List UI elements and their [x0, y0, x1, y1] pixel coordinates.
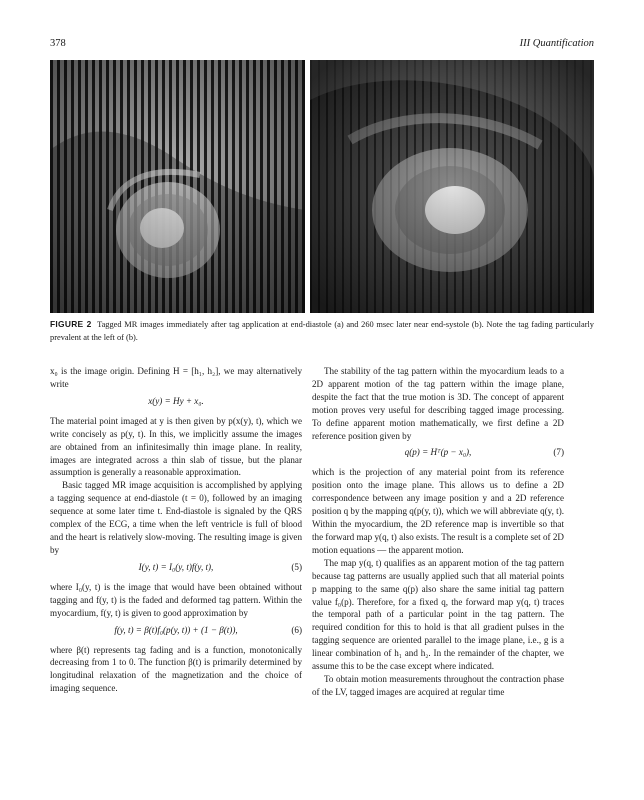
- equation-7: [312, 444, 564, 462]
- section-title: III Quantification: [519, 38, 594, 49]
- page-header: [50, 38, 594, 52]
- left-column: [50, 365, 302, 695]
- paragraph: x₀ is the image origin. Defining H = [h₁, h₂], we may alternatively write: [50, 366, 302, 389]
- paragraph: The stability of the tag pattern within the myocardium leads to a 2D apparent motion of the tag pattern within the image plane, despite the fact that the true motion is 3D. The concept of apparent motion proves very useful for describing tagged image processing. To define apparent motion mathematically, we first define a 2D reference position given by: [312, 366, 564, 441]
- equation-number: (6): [291, 624, 302, 635]
- paragraph: which is the projection of any material point from its reference position onto the image plane. This allows us to define a 2D correspondence between any image position y and a 2D reference position q by the mapping q(p(y, t)), which we will abbreviate q(y, t). Within the myocardium, the 2D reference map is invertible so that the forward map y(q, t) also exists. The result is a complete set of 2D motion equations — the apparent motion.: [312, 467, 564, 555]
- equation-4: [50, 393, 302, 411]
- equation-body: x(y) = Hy + x₀.: [148, 395, 204, 406]
- figure-caption: [50, 318, 594, 344]
- equation-number: (7): [553, 447, 564, 458]
- paragraph: The material point imaged at y is then given by p(x(y), t), which we write concisely as p(y, t). In this, we implicitly assume the images are obtained from an infinitesimally thin image plane. In reality, images are integrated across a thin slab of tissue, but the planar assumption is generally a reasonable approximation.: [50, 415, 302, 478]
- figure-panel-a: [50, 60, 305, 313]
- right-column: [312, 365, 564, 699]
- figure-2: [50, 60, 594, 313]
- caption-label: FIGURE 2: [50, 319, 92, 329]
- equation-body: I(y, t) = I₀(y, t)f(y, t),: [138, 561, 214, 572]
- equation-body: f(y, t) = β(t)f₀(p(y, t)) + (1 − β(t)),: [114, 624, 238, 635]
- paragraph: The map y(q, t) qualifies as an apparent motion of the tag pattern because tag patterns are usually applied such that all material points p mapping to the same q(p) also share the same initial tag pattern value f₀(p). Therefore, for a fixed q, the forward map y(q, t) traces the temporal path of a particular point in the tag pattern. The required condition for this to hold is that all gradient pulses in the tagging sequence are oriented parallel to the image plane, i.e., g is a linear combination of h₁ and h₂. In the remainder of the chapter, we assume this to be the case except where indicated.: [312, 557, 564, 672]
- paragraph: To obtain motion measurements throughout the contraction phase of the LV, tagged images are acquired at regular time: [312, 673, 564, 697]
- tagged-mr-image-end-diastole: [50, 60, 305, 313]
- equation-number: (5): [291, 561, 302, 572]
- paragraph: where I₀(y, t) is the image that would have been obtained without tagging and f(y, t) is the faded and deformed tag pattern. Within the myocardium, f(y, t) is given to good approximation by: [50, 581, 302, 618]
- paragraph: where β(t) represents tag fading and is a function, monotonically decreasing from 1 to 0. The function β(t) is primarily determined by longitudinal relaxation of the magnetization and the choice of imaging sequence.: [50, 644, 302, 694]
- caption-text: Tagged MR images immediately after tag application at end-diastole (a) and 260 msec later near end-systole (b). Note the tag fading particularly prevalent at the left of (b).: [50, 320, 594, 342]
- page-number: 378: [50, 38, 66, 49]
- equation-5: [50, 559, 302, 577]
- figure-panel-b: [310, 60, 594, 313]
- paragraph: Basic tagged MR image acquisition is accomplished by applying a tagging sequence at end-diastole (t = 0), followed by an imaging sequence at some later time t. End-diastole is signaled by the QRS complex of the ECG, a time when the left ventricle is full of blood and the heart is relatively slow-moving. The resulting image is given by: [50, 480, 302, 555]
- tagged-mr-image-end-systole: [310, 60, 594, 313]
- equation-body: q(p) = Hᵀ(p − x₀),: [404, 447, 472, 458]
- equation-6: [50, 622, 302, 640]
